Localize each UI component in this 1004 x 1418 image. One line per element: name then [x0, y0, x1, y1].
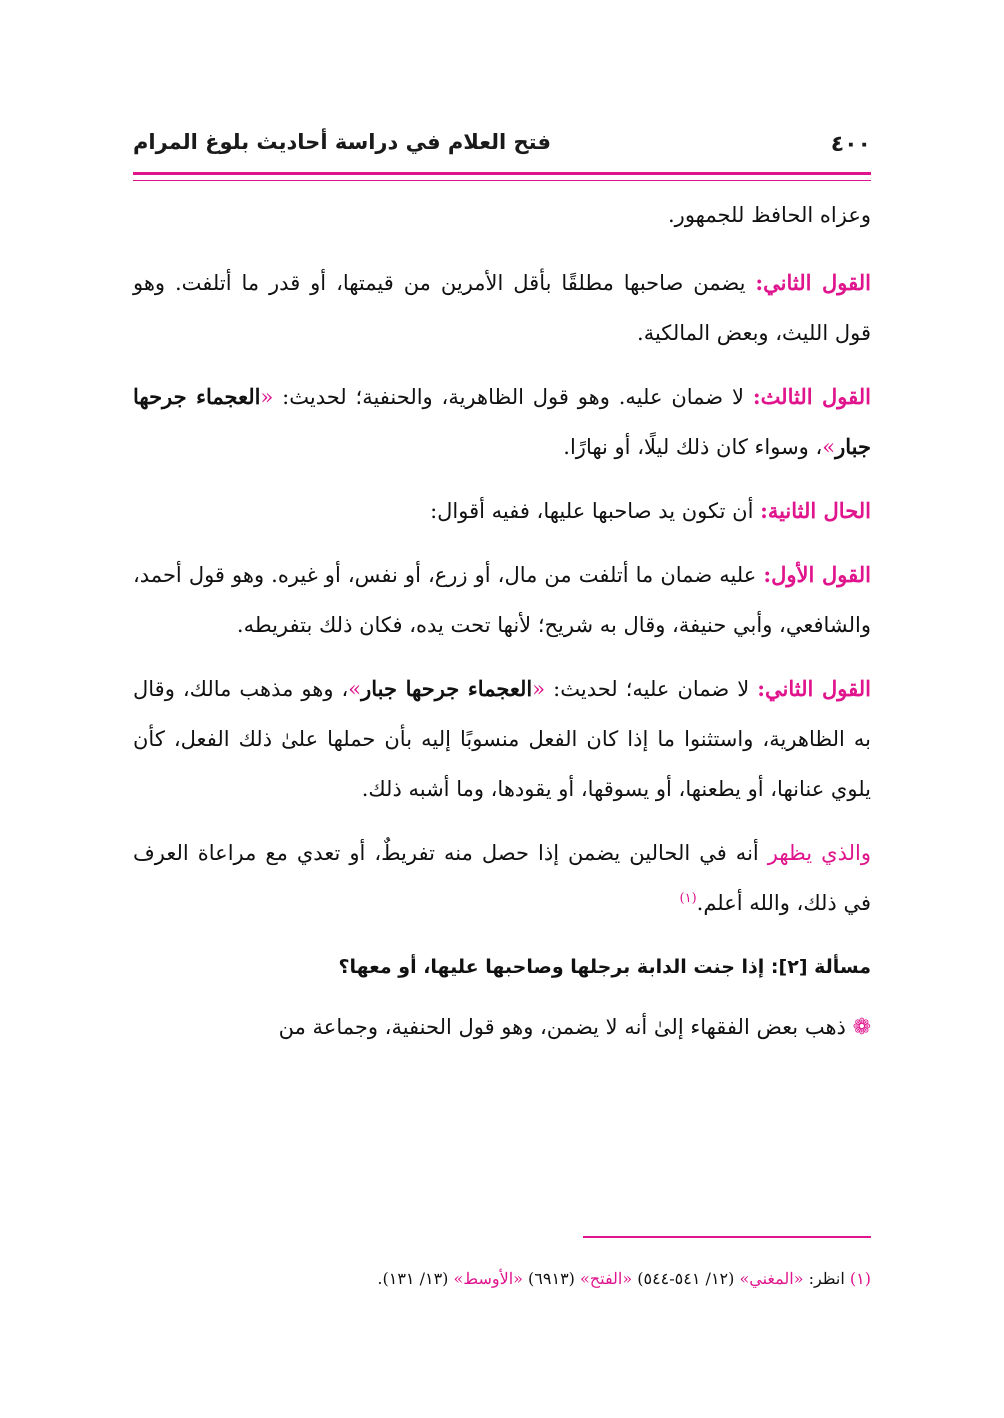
header-rule-thin [133, 180, 871, 181]
hadith-text: العجماء جرحها جبار [133, 384, 871, 459]
paragraph-text: يضمن صاحبها مطلقًا بأقل الأمرين من قيمتها، أو قدر ما أتلفت. وهو قول الليث، وبعض المالكية. [133, 271, 871, 345]
page-header [133, 128, 871, 168]
paragraph-0 [133, 190, 871, 240]
footnote-source: «الفتح» [580, 1269, 633, 1288]
book-title: فتح العلام في دراسة أحاديث بلوغ المرام [133, 130, 551, 154]
quote-open: « [532, 677, 546, 701]
paragraph-opinion-2b [133, 664, 871, 814]
paragraph-opinion-1 [133, 550, 871, 650]
paragraph-text: ذهب بعض الفقهاء إلىٰ أنه لا يضمن، وهو قول الحنفية، وجماعة من [278, 1015, 853, 1039]
page-number: ٤٠٠ [830, 132, 871, 157]
paragraph-text: أن تكون يد صاحبها عليها، ففيه أقوال: [430, 499, 761, 523]
paragraph-text: لا ضمان عليه؛ لحديث: [545, 677, 758, 701]
opinion-label: القول الثاني: [755, 270, 871, 295]
paragraph-second-case [133, 486, 871, 536]
body-text [133, 190, 871, 1067]
footnote-number: (١) [849, 1269, 871, 1288]
issue-heading-text: مسألة [٢]: إذا جنت الدابة برجلها وصاحبها عليها، أو معها؟ [338, 956, 871, 978]
flower-icon: ❁ [852, 1015, 871, 1040]
paragraph-text: ، وسواء كان ذلك ليلًا، أو نهارًا. [563, 435, 823, 459]
footnote-source: «الأوسط» [453, 1269, 523, 1288]
case-label: الحال الثانية: [760, 498, 871, 523]
paragraph-issue-body [133, 1002, 871, 1053]
paragraph-text: أنه في الحالين يضمن إذا حصل منه تفريطٌ، أو تعدي مع مراعاة العرف في ذلك، والله أعلم. [133, 841, 871, 915]
conclusion-label: والذي يظهر [767, 841, 871, 865]
footnote-reference[interactable]: (١) [679, 891, 697, 906]
hadith-text: العجماء جرحها جبار [361, 676, 533, 701]
paragraph-text: لا ضمان عليه. وهو قول الظاهرية، والحنفية؛ لحديث: [273, 385, 753, 409]
footnote-separator [583, 1236, 871, 1238]
footnote-source: «المغني» [739, 1269, 804, 1288]
paragraph-text: عليه ضمان ما أتلفت من مال، أو زرع، أو نفس، أو غيره. وهو قول أحمد، والشافعي، وأبي حنيفة، وقال به شريح؛ لأنها تحت يده، فكان ذلك بتفريطه. [133, 563, 871, 637]
issue-heading [133, 942, 871, 992]
quote-close: » [348, 677, 362, 701]
footnote-prefix: انظر: [803, 1269, 850, 1288]
paragraph-opinion-2 [133, 258, 871, 358]
paragraph-opinion-3 [133, 372, 871, 472]
header-rule-thick [133, 172, 871, 175]
footnote-location: (٦٩١٣) [522, 1269, 580, 1288]
opinion-label: القول الأول: [763, 562, 871, 587]
opinion-label: القول الثالث: [752, 384, 872, 409]
footnote-location: (١٣/ ١٣١). [377, 1269, 454, 1288]
paragraph-conclusion [133, 828, 871, 928]
footnote-location: (١٢/ ٥٤١-٥٤٤) [632, 1269, 740, 1288]
opinion-label: القول الثاني: [757, 676, 871, 701]
paragraph-text: ، وهو مذهب مالك، وقال به الظاهرية، واستثنوا ما إذا كان الفعل منسوبًا إليه بأن حملها علىٰ ذلك الفعل، كأن يلوي عنانها، أو يطعنها، أو يسوقها، أو يقودها، وما أشبه ذلك. [133, 677, 871, 801]
footnote [133, 1264, 871, 1294]
quote-close: » [822, 435, 836, 459]
quote-open: « [260, 385, 274, 409]
paragraph-text: وعزاه الحافظ للجمهور. [668, 203, 871, 227]
